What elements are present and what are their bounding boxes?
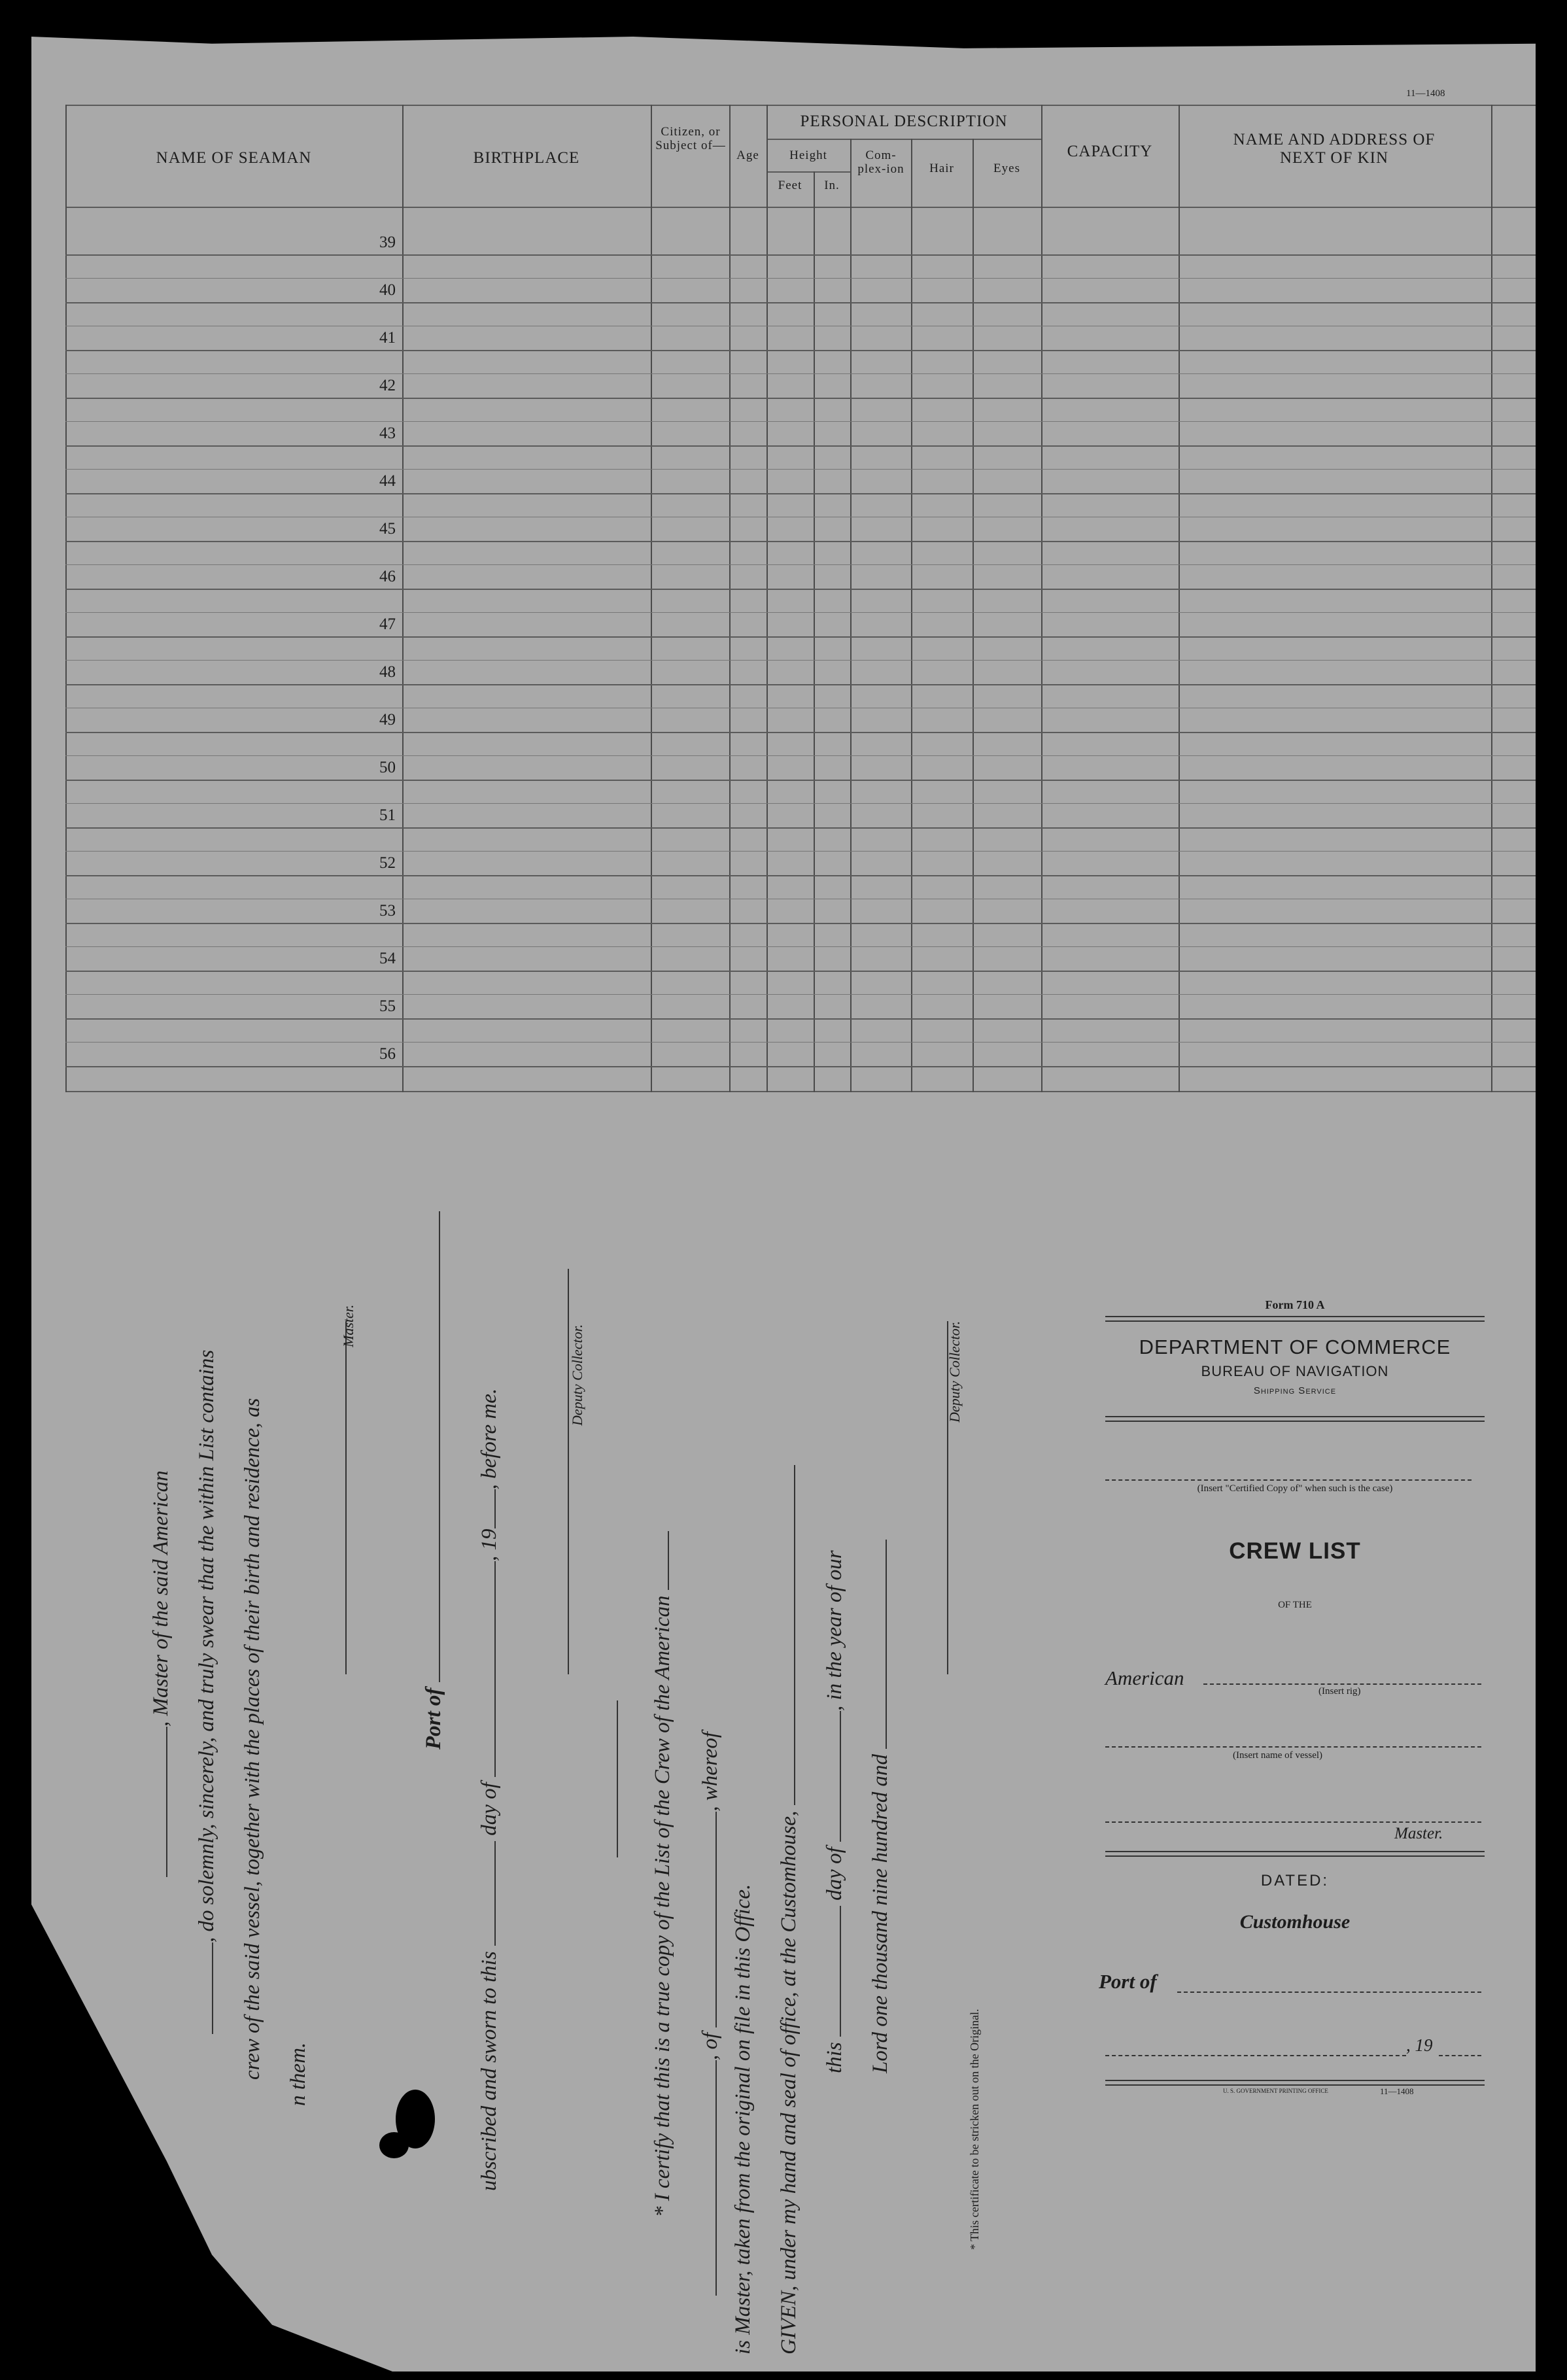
header-citizen: Citizen, or Subject of— (655, 125, 726, 152)
row-line (65, 589, 1536, 590)
row-subline (65, 660, 1536, 661)
certificate-line-2: is Master, taken from the original on file in this Office. (731, 1884, 755, 2354)
row-number: 54 (379, 950, 396, 967)
subscribed-line: ubscribed and sworn to this day of , 19, before me. (477, 1388, 501, 2191)
paper-tear (379, 2132, 409, 2158)
row-subline (65, 278, 1536, 279)
seal-line (605, 1700, 622, 1857)
row-line (65, 445, 1536, 447)
header-capacity: CAPACITY (1067, 143, 1153, 160)
certificate-line-5: Lord one thousand nine hundred and (869, 1540, 893, 2073)
col-line (1179, 105, 1180, 1092)
row-line (65, 254, 1536, 256)
header-age: Age (736, 148, 759, 162)
row-number: 48 (379, 663, 396, 681)
rig-line (1203, 1683, 1481, 1685)
row-number: 39 (379, 233, 396, 251)
master-label: Master. (340, 1304, 356, 1347)
certificate-of-line: , of , whereof (698, 1732, 723, 2296)
row-subline (65, 1042, 1536, 1043)
col-line (729, 105, 731, 1092)
row-number: 41 (379, 329, 396, 347)
stub-master-label: Master. (1394, 1825, 1443, 1842)
col-line (814, 171, 815, 1092)
header-feet: Feet (778, 179, 802, 192)
row-line (65, 302, 1536, 303)
row-line (65, 827, 1536, 829)
port-line (1177, 1992, 1481, 1993)
oath-line-4: n them. (286, 2042, 310, 2106)
row-number: 42 (379, 377, 396, 394)
row-line (65, 350, 1536, 351)
row-number: 47 (379, 615, 396, 633)
row-line (65, 541, 1536, 542)
deputy-label-2: Deputy Collector. (946, 1320, 963, 1423)
row-subline (65, 851, 1536, 852)
shipping-service: Shipping Service (1253, 1385, 1337, 1396)
crew-list-title: CREW LIST (1229, 1538, 1361, 1564)
col-line (911, 139, 912, 1092)
printer-imprint: U. S. GOVERNMENT PRINTING OFFICE (1223, 2088, 1328, 2094)
certificate-this-line: this day of , in the year of our (823, 1550, 846, 2073)
row-number: 52 (379, 854, 396, 872)
header-personal-description: PERSONAL DESCRIPTION (800, 112, 1008, 130)
master-signature-line (334, 1321, 351, 1674)
row-number: 45 (379, 520, 396, 538)
row-line (65, 493, 1536, 494)
dated-label: DATED: (1260, 1872, 1330, 1889)
row-line (65, 636, 1536, 638)
certificate-footnote: * This certificate to be stricken out on the Original. (968, 2009, 981, 2250)
row-line (65, 732, 1536, 733)
row-line (65, 923, 1536, 924)
table-bottom-border (65, 1091, 1536, 1092)
deputy-label-1: Deputy Collector. (569, 1324, 585, 1426)
row-number: 40 (379, 281, 396, 299)
height-rule (766, 171, 850, 173)
double-rule (1105, 1416, 1485, 1422)
stub-port-of: Port of (1099, 1970, 1157, 1993)
row-number: 53 (379, 902, 396, 920)
col-line (65, 105, 67, 1092)
row-number: 51 (379, 806, 396, 824)
insert-rig: (Insert rig) (1318, 1686, 1361, 1697)
row-number: 43 (379, 424, 396, 442)
of-the: OF THE (1278, 1600, 1312, 1610)
row-subline (65, 469, 1536, 470)
double-rule (1105, 1316, 1485, 1322)
personal-desc-rule (766, 139, 1041, 140)
col-line (973, 139, 974, 1092)
header-birthplace: BIRTHPLACE (473, 149, 580, 167)
certificate-line-3: GIVEN, under my hand and seal of office, at the Customhouse, (777, 1465, 801, 2354)
row-line (65, 1018, 1536, 1020)
port-of-line: Port of (422, 1211, 446, 1750)
insert-vessel: (Insert name of vessel) (1233, 1750, 1323, 1761)
certificate-line-1: * I certify that this is a true copy of the List of the Crew of the American (651, 1531, 675, 2217)
form-id-top: 11—1408 (1406, 88, 1445, 99)
row-subline (65, 994, 1536, 995)
master-line (1105, 1821, 1481, 1823)
oath-line-3: crew of the said vessel, together with the places of their birth and residence, as (241, 1398, 264, 2080)
header-next-of-kin: NAME AND ADDRESS OF NEXT OF KIN (1233, 131, 1436, 167)
header-bottom-border (65, 207, 1536, 208)
col-line (651, 105, 652, 1092)
row-subline (65, 373, 1536, 374)
date-line (1105, 2055, 1406, 2056)
row-subline (65, 564, 1536, 565)
department: DEPARTMENT OF COMMERCE (1139, 1336, 1451, 1358)
header-name-of-seaman: NAME OF SEAMAN (156, 149, 312, 167)
col-line (1041, 105, 1042, 1092)
row-line (65, 875, 1536, 876)
row-line (65, 780, 1536, 781)
insert-certified-note: (Insert "Certified Copy of" when such is the case) (1197, 1483, 1393, 1494)
col-line (850, 139, 852, 1092)
row-subline (65, 612, 1536, 613)
header-inches: In. (824, 179, 840, 192)
bureau: BUREAU OF NAVIGATION (1201, 1363, 1389, 1379)
oath-line-2: , do solemnly, sincerely, and truly swear that the within List contains (195, 1350, 219, 2034)
row-number: 56 (379, 1045, 396, 1063)
row-subline (65, 755, 1536, 756)
row-number: 44 (379, 472, 396, 490)
customhouse-label: Customhouse (1239, 1911, 1351, 1933)
year-line (1439, 2055, 1481, 2056)
header-hair: Hair (929, 162, 954, 175)
col-line (766, 105, 768, 1092)
double-rule (1105, 1851, 1485, 1857)
header-height: Height (789, 148, 827, 162)
vessel-line (1105, 1746, 1481, 1748)
row-subline (65, 946, 1536, 947)
row-subline (65, 803, 1536, 804)
header-eyes: Eyes (993, 162, 1020, 175)
form-number: Form 710 A (1265, 1298, 1325, 1311)
row-line (65, 398, 1536, 399)
row-line (65, 684, 1536, 685)
header-complexion: Com-plex-ion (857, 148, 904, 176)
row-number: 49 (379, 711, 396, 729)
form-id-bottom: 11—1408 (1380, 2086, 1414, 2096)
oath-line-1: , Master of the said American (149, 1470, 173, 1877)
row-number: 46 (379, 568, 396, 585)
row-number: 55 (379, 997, 396, 1015)
col-line (402, 105, 404, 1092)
row-line (65, 1066, 1536, 1067)
row-number: 50 (379, 759, 396, 776)
table-top-border (65, 105, 1536, 106)
american-label: American (1105, 1666, 1184, 1689)
row-subline (65, 421, 1536, 422)
certified-copy-line (1105, 1479, 1472, 1481)
col-line (1491, 105, 1492, 1092)
row-line (65, 971, 1536, 972)
double-rule (1105, 2080, 1485, 2086)
stub-year: , 19 (1406, 2035, 1433, 2055)
